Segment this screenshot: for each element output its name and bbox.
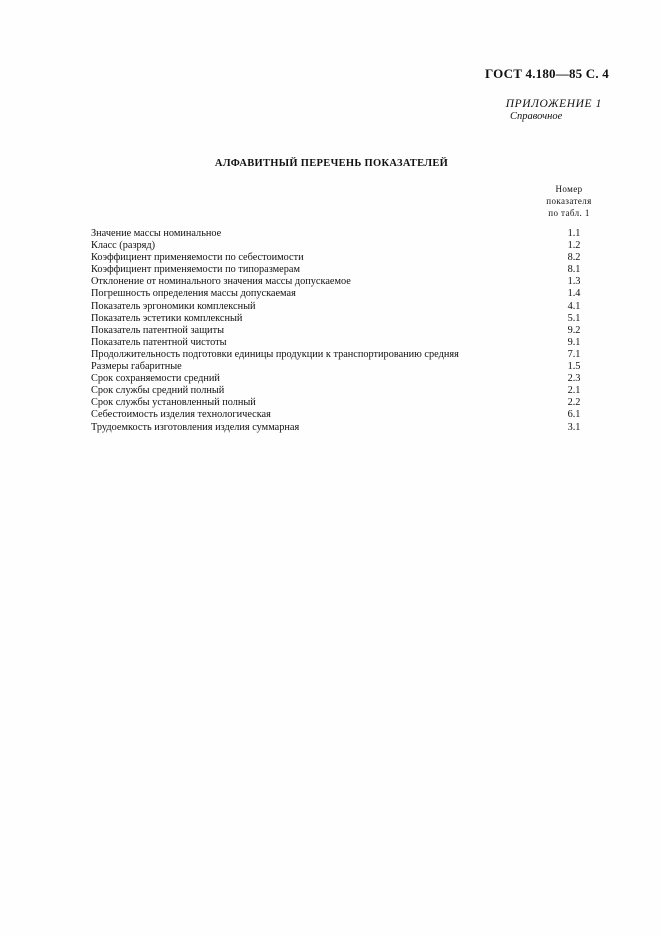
indicator-name: Показатель патентной защиты [91, 324, 224, 336]
appendix-label: ПРИЛОЖЕНИЕ 1 [505, 98, 602, 110]
indicator-number: 2.1 [567, 385, 581, 397]
indicator-number: 2.3 [567, 373, 581, 385]
list-item [91, 240, 591, 252]
indicator-number: 6.1 [567, 409, 581, 421]
indicator-name: Значение массы номинальное [91, 228, 222, 239]
list-item [91, 409, 591, 421]
indicator-number: 3.1 [567, 421, 581, 433]
list-item [91, 325, 591, 337]
indicator-number: 8.2 [567, 252, 581, 264]
indicator-name: Показатель эргономики комплексный [91, 300, 256, 312]
list-item [91, 228, 591, 240]
indicator-number: 1.1 [567, 228, 581, 239]
list-item [91, 422, 591, 434]
indicator-name: Отклонение от номинального значения массы допускаемое [91, 276, 351, 288]
column-header-number [535, 183, 603, 219]
list-item [91, 264, 591, 276]
indicator-name: Показатель эстетики комплексный [91, 312, 243, 324]
indicator-number: 9.1 [567, 336, 581, 348]
indicator-number: 9.2 [567, 324, 581, 336]
indicator-name: Коэффициент применяемости по себестоимости [91, 252, 304, 264]
document-code: ГОСТ 4.180—85 С. 4 [484, 66, 609, 81]
appendix-kind: Справочное [510, 111, 563, 122]
list-item [91, 373, 591, 385]
list-item [91, 361, 591, 373]
indicator-name: Срок сохраняемости средний [91, 373, 220, 385]
indicator-name: Срок службы установленный полный [91, 397, 256, 409]
column-header-line: показателя [546, 196, 592, 206]
indicator-number: 1.3 [567, 276, 581, 288]
indicator-name: Класс (разряд) [91, 240, 156, 252]
list-item [91, 337, 591, 349]
indicator-number: 1.4 [567, 288, 581, 300]
list-item [91, 288, 591, 300]
indicator-number: 8.1 [567, 264, 581, 276]
list-item [91, 276, 591, 288]
indicator-name: Показатель патентной чистоты [91, 336, 227, 348]
indicator-name: Погрешность определения массы допускаемая [91, 288, 296, 300]
list-item [91, 252, 591, 264]
indicator-list [91, 228, 591, 434]
indicator-name: Себестоимость изделия технологическая [91, 409, 271, 421]
indicator-number: 1.2 [567, 240, 581, 252]
indicator-number: 1.5 [567, 361, 581, 373]
list-item [91, 313, 591, 325]
indicator-name: Срок службы средний полный [91, 385, 225, 397]
indicator-name: Трудоемкость изготовления изделия суммарная [91, 421, 300, 433]
list-item [91, 397, 591, 409]
page-title: АЛФАВИТНЫЙ ПЕРЕЧЕНЬ ПОКАЗАТЕЛЕЙ [214, 158, 449, 169]
indicator-name: Продолжительность подготовки единицы продукции к транспортированию средняя [91, 348, 459, 360]
indicator-number: 4.1 [567, 300, 581, 312]
column-header-line: по табл. 1 [548, 208, 590, 218]
indicator-number: 2.2 [567, 397, 581, 409]
indicator-name: Коэффициент применяемости по типоразмерам [91, 264, 300, 276]
list-item [91, 349, 591, 361]
list-item [91, 301, 591, 313]
indicator-name: Размеры габаритные [91, 361, 182, 373]
list-item [91, 385, 591, 397]
indicator-number: 7.1 [567, 348, 581, 360]
indicator-number: 5.1 [567, 312, 581, 324]
column-header-line: Номер [555, 184, 583, 194]
